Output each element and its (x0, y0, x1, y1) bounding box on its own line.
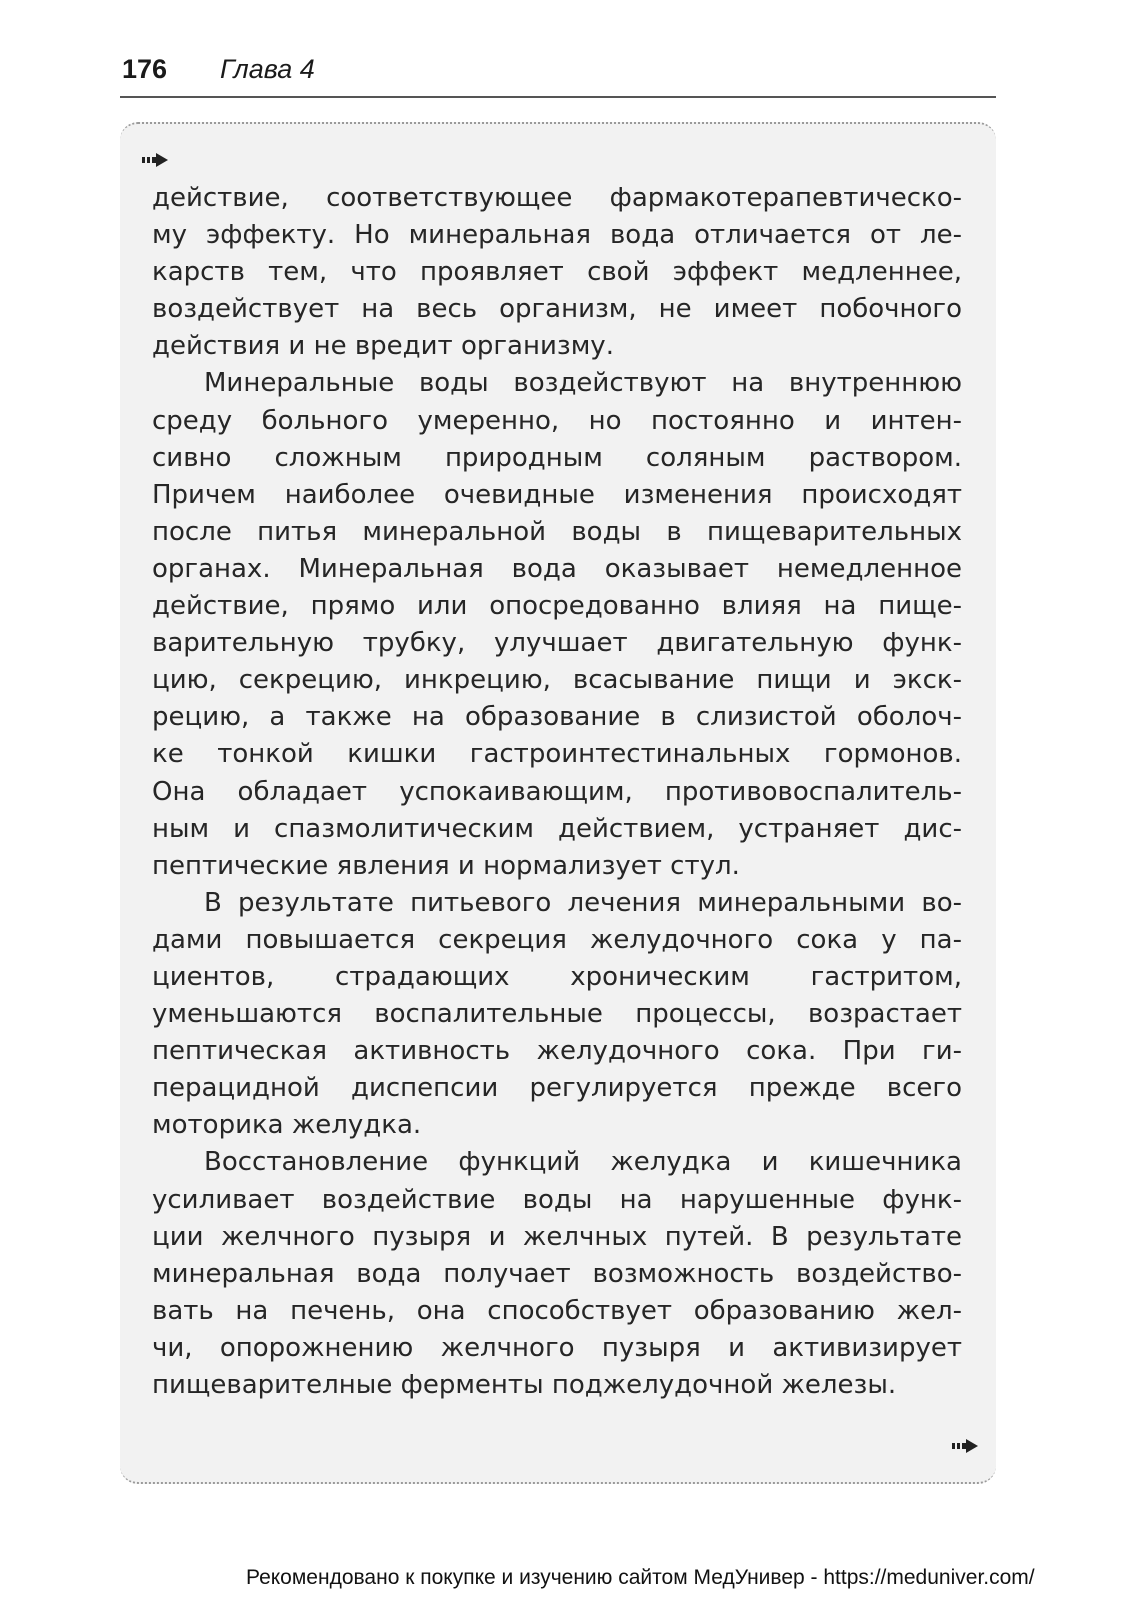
paragraph-line: Восстановление функций желудка и кишечника (204, 1147, 962, 1178)
paragraph-line: варительную трубку, улучшает двигательную функ- (152, 628, 962, 659)
paragraph-line: карств тем, что проявляет свой эффект медленнее, (152, 257, 962, 288)
paragraph-line: Причем наиболее очевидные изменения происходят (152, 479, 962, 510)
paragraph-line: циентов, страдающих хроническим гастритом, (152, 961, 962, 992)
paragraph-line: минеральная вода получает возможность воздейство- (152, 1258, 962, 1289)
paragraph-line: действие, соответствующее фармакотерапевтическо- (152, 183, 962, 213)
paragraph-line: В результате питьевого лечения минеральными во- (204, 887, 962, 918)
page-number: 176 (122, 54, 168, 84)
paragraph-line: пептическая активность желудочного сока. При ги- (152, 1036, 962, 1067)
paragraph-line: вать на печень, она способствует образованию жел- (152, 1295, 962, 1326)
paragraph-line: пищеварителные ферменты поджелудочной железы. (152, 1370, 897, 1400)
paragraph-line: моторика желудка. (152, 1110, 422, 1141)
paragraph-line: ции желчного пузыря и желчных путей. В результате (152, 1221, 962, 1252)
paragraph-line: рецию, а также на образование в слизистой оболоч- (152, 702, 962, 733)
paragraph-line: воздействует на весь организм, не имеет побочного (152, 294, 962, 325)
paragraph-line: ке тонкой кишки гастроинтестинальных гормонов. (152, 739, 962, 770)
paragraph-line: ным и спазмолитическим действием, устраняет дис- (152, 813, 962, 844)
arrow-right-icon (952, 1438, 978, 1454)
paragraph-line: дами повышается секреция желудочного сока у па- (152, 924, 962, 955)
paragraph-line: Минеральные воды воздействуют на внутреннюю (204, 368, 962, 399)
box-body-text (152, 180, 962, 1404)
paragraph-line: пептические явления и нормализует стул. (152, 850, 740, 881)
paragraph-line: органах. Минеральная вода оказывает немедленное (152, 553, 962, 584)
highlight-box (120, 122, 996, 1484)
paragraph-line: Она обладает успокаивающим, противовоспалитель- (152, 776, 962, 807)
paragraph-line: среду больного умеренно, но постоянно и интен- (152, 405, 962, 436)
paragraph-line: чи, опорожнению желчного пузыря и активизирует (152, 1332, 962, 1363)
paragraph-line: сивно сложным природным соляным раствором. (152, 442, 962, 473)
paragraph-line: уменьшаются воспалительные процессы, возрастает (152, 999, 962, 1030)
paragraph-line: цию, секрецию, инкрецию, всасывание пищи и экск- (152, 665, 962, 696)
chapter-title: Глава 4 (220, 54, 315, 84)
arrow-right-icon (142, 152, 168, 168)
paragraph-line: усиливает воздействие воды на нарушенные функ- (152, 1184, 962, 1215)
paragraph-line: после питья минеральной воды в пищеварительных (152, 516, 962, 547)
page-header (120, 52, 996, 98)
paragraph-line: перацидной диспепсии регулируется прежде всего (152, 1073, 962, 1104)
paragraph-line: действие, прямо или опосредованно влияя на пище- (152, 591, 962, 622)
paragraph-line: му эффекту. Но минеральная вода отличается от ле- (152, 220, 962, 251)
paragraph-line: действия и не вредит организму. (152, 331, 614, 362)
footer-note: Рекомендовано к покупке и изучению сайтом МедУнивер - https://meduniver.com/ (246, 1566, 1035, 1589)
